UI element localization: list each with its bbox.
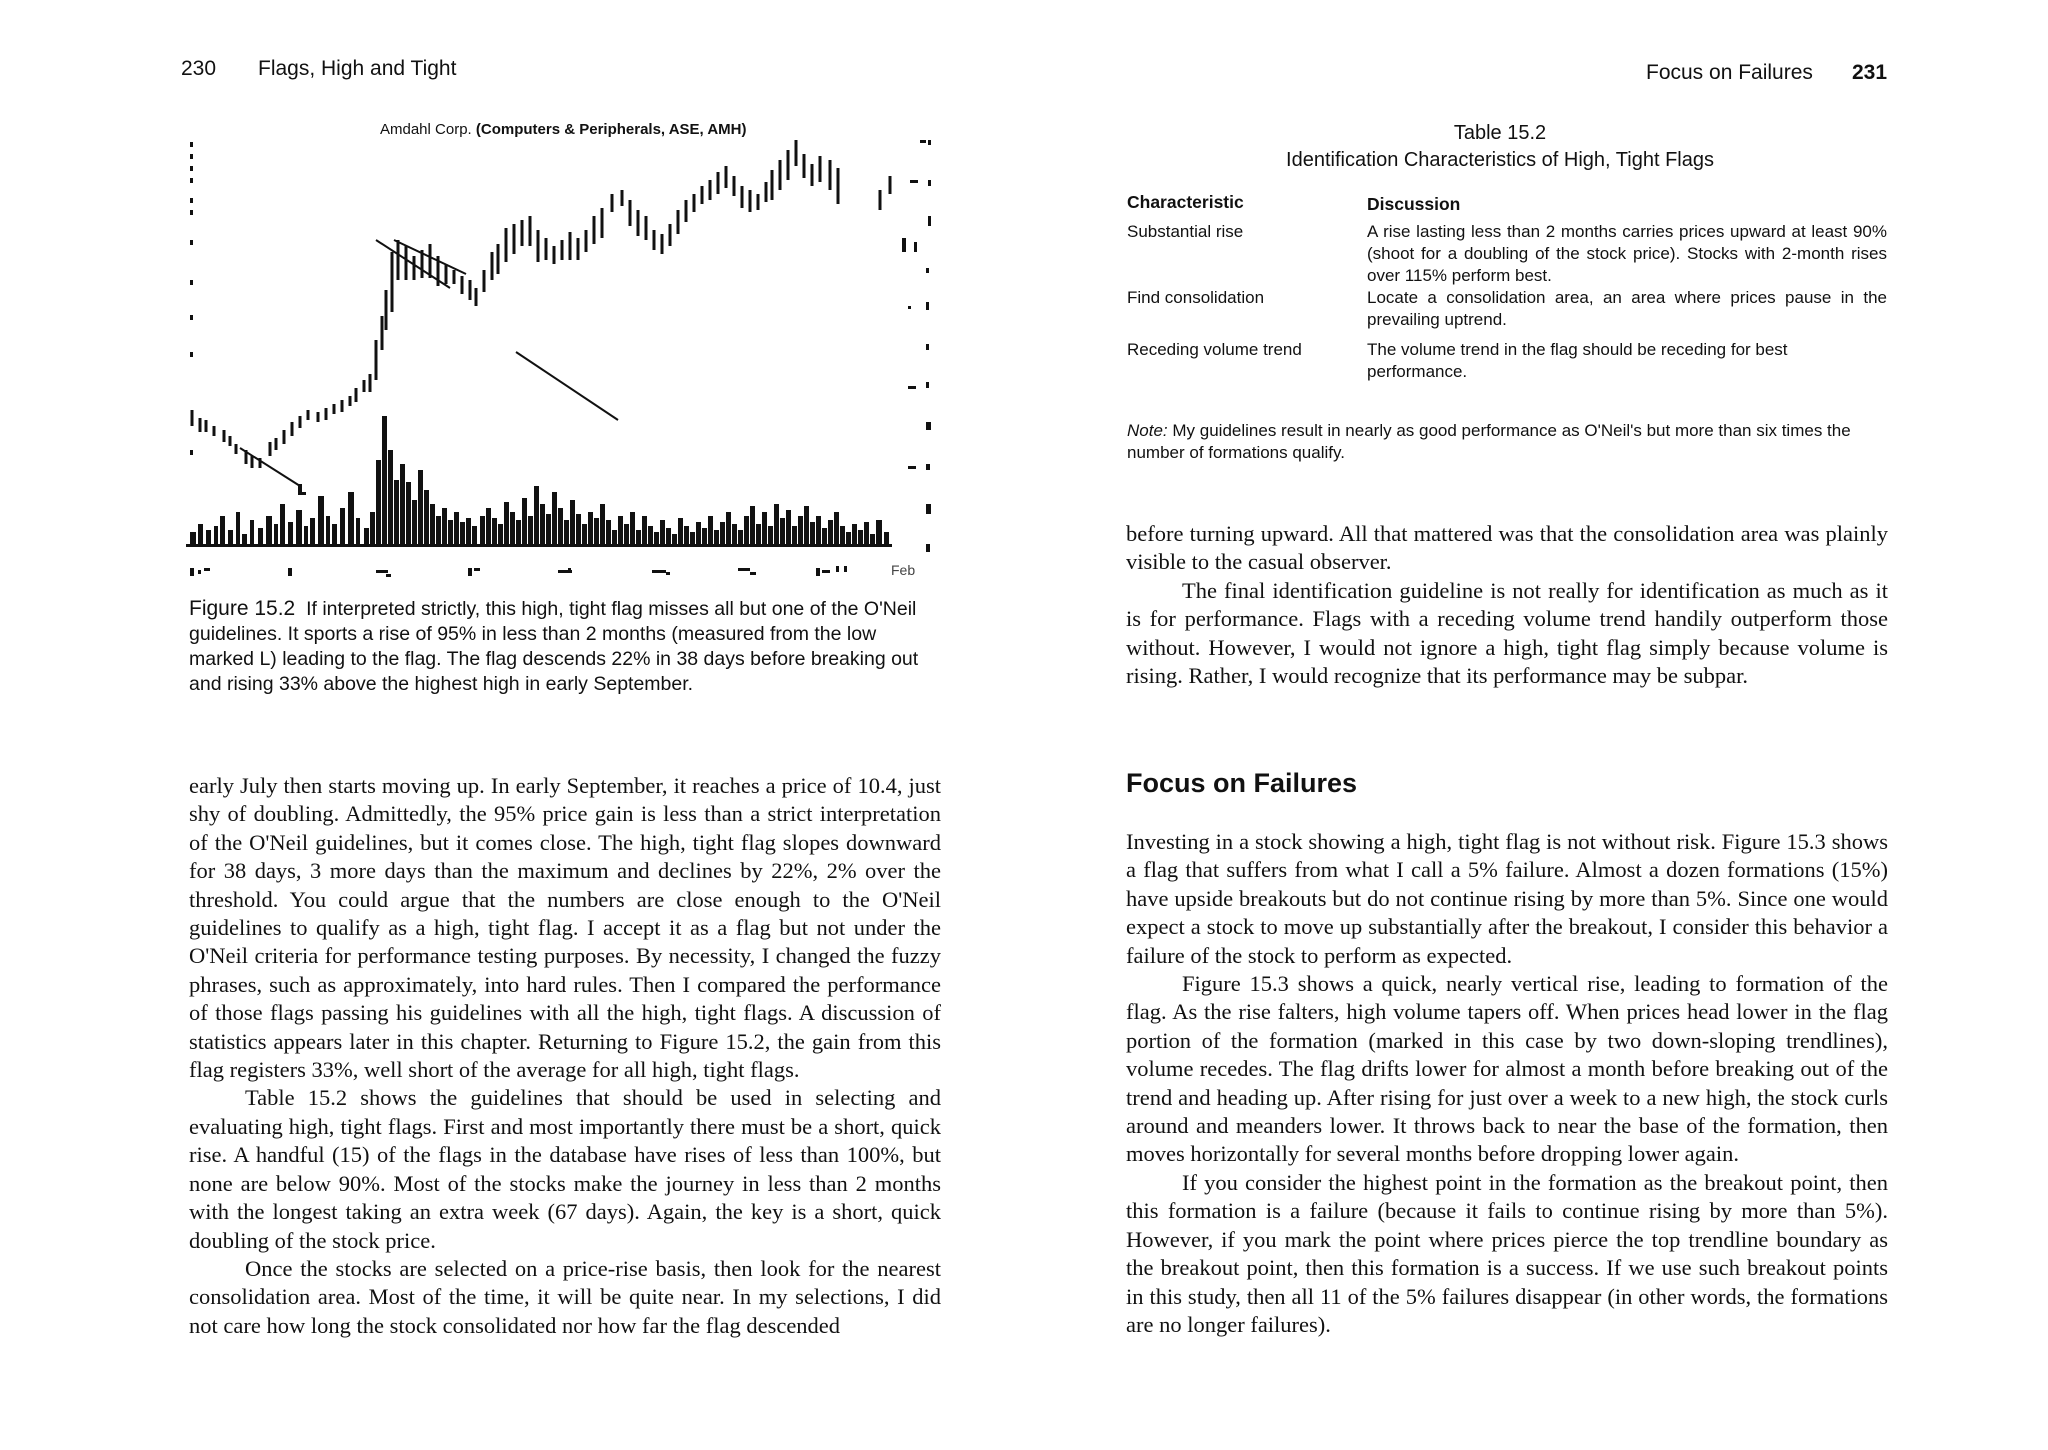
right-body-text-bottom (1126, 828, 1888, 1339)
table-note-text: My guidelines result in nearly as good performance as O'Neil's but more than six times the number of formations qualify. (1127, 421, 1851, 462)
left-paragraph: early July then starts moving up. In early September, it reaches a price of 10.4, just shy of doubling. Admittedly, the 95% price gain is less than a strict interpretation of the O'Neil guidelines, but it comes close. The high, tight flag slopes downward for 38 days, 3 more days than the maximum and declines by 22%, 2% over the threshold. You could argue that the numbers are close enough to the O'Neil guidelines to qualify as a high, tight flag. I accept it as a flag but not under the O'Neil criteria for performance testing purposes. By necessity, I changed the fuzzy phrases, such as approximately, into hard rules. Then I compared the performance of those flags passing his guidelines with all the high, tight flags. A discussion of statistics appears later in this chapter. Returning to Figure 15.2, the gain from this flag registers 33%, well short of the average for all high, tight flags. (189, 773, 941, 1083)
table-note-label: Note: (1127, 421, 1168, 440)
left-paragraph: Table 15.2 shows the guidelines that should be used in selecting and evaluating high, tight flags. First and most importantly there must be a short, quick rise. A handful (15) of the flags in the database have rises of less than 100%, but none are below 90%. Most of the stocks make the journey in less than 2 months with the longest taking an extra week (67 days). Again, the key is a short, quick doubling of the stock price. (189, 1085, 941, 1253)
table-cell-characteristic: Find consolidation (1127, 288, 1265, 307)
table-cell-discussion: The volume trend in the flag should be receding for best performance. (1367, 340, 1788, 381)
table-header-discussion: Discussion (1367, 194, 1461, 214)
table-header-row (1127, 191, 1887, 221)
right-axis-ticks (902, 140, 931, 552)
characteristics-table (1127, 191, 1887, 391)
left-page-number: 230 (181, 57, 217, 80)
right-running-head: Focus on Failures (1646, 61, 1813, 84)
left-axis-ticks (190, 142, 193, 455)
table-cell-discussion: Locate a consolidation area, an area where prices pause in the prevailing uptrend. (1367, 288, 1887, 329)
table-row (1127, 221, 1887, 287)
right-paragraph: The final identification guideline is not really for identification as much as it is for performance. Flags with a receding volume trend handily outperform those without. However, I would not ignore a high, tight flag simply because volume is rising. Rather, I would recognize that its performance may be subpar. (1126, 577, 1888, 689)
price-bars (192, 140, 890, 468)
table-row (1127, 287, 1887, 339)
right-paragraph: Investing in a stock showing a high, tight flag is not without risk. Figure 15.3 shows a flag that suffers from what I call a 5% failure. Almost a dozen formations (15%) have upside breakouts but do not continue rising by more than 5%. Since one would expect a stock to move up substantially after the breakout, I consider this behavior a failure of the stock to perform as expected. (1126, 829, 1888, 968)
table-title (1120, 120, 1880, 174)
low-marker (298, 484, 306, 495)
x-axis-month-ticks (190, 566, 847, 577)
left-running-head: Flags, High and Tight (258, 57, 457, 80)
chart-title-industry: (Computers & Peripherals, ASE, AMH) (475, 121, 747, 138)
right-page-number: 231 (1852, 61, 1888, 84)
right-paragraph: If you consider the highest point in the formation as the breakout point, then this formation is a failure (because it fails to continue rising by more than 5%). However, if you mark the point where prices pierce the top trendline boundary as the breakout point, then this formation is a success. If we use such breakout points in this study, then all 11 of the 5% failures disappear (in other words, the formations are no longer failures). (1126, 1169, 1888, 1337)
price-volume-chart (180, 120, 950, 580)
left-body-text (189, 772, 941, 1340)
table-header-characteristic: Characteristic (1127, 192, 1244, 212)
table-row (1127, 339, 1887, 391)
figure-caption (189, 596, 941, 697)
table-cell-discussion: A rise lasting less than 2 months carries prices upward at least 90% (shoot for a doubling of the stock price). Stocks with 2-month rises over 115% perform best. (1367, 222, 1887, 285)
table-cell-characteristic: Substantial rise (1127, 222, 1244, 241)
table-note (1127, 420, 1887, 464)
chart-title-company: Amdahl Corp. (380, 121, 472, 138)
right-paragraph: Figure 15.3 shows a quick, nearly vertical rise, leading to formation of the flag. As the rise falters, high volume tapers off. When prices head lower in the flag portion of the formation (marked in this case by two down-sloping trendlines), volume recedes. The flag drifts lower for almost a month before breaking out of the trend and heading up. After rising for just over a week to a new high, the stock curls around and meanders lower. It throws back to near the base of the formation, then moves horizontally for several months before dropping lower again. (1126, 971, 1888, 1167)
table-caption: Identification Characteristics of High, Tight Flags (1286, 149, 1714, 171)
figure-caption-text: If interpreted strictly, this high, tight flag misses all but one of the O'Neil guidelines. It sports a rise of 95% in less than 2 months (measured from the low marked L) leading to the flag. The flag descends 22% in 38 days before breaking out and rising 33% above the highest high in early September. (189, 598, 919, 695)
right-body-text-top (1126, 520, 1888, 690)
table-cell-characteristic: Receding volume trend (1127, 340, 1302, 359)
left-paragraph: Once the stocks are selected on a price-rise basis, then look for the nearest consolidation area. Most of the time, it will be quite near. In my selections, I did not care how long the stock consolidated nor how far the flag descended (189, 1255, 941, 1338)
figure-label: Figure 15.2 (189, 597, 296, 620)
section-heading: Focus on Failures (1126, 768, 1358, 798)
table-number: Table 15.2 (1453, 122, 1547, 144)
right-paragraph: before turning upward. All that mattered was that the consolidation area was plainly visible to the casual observer. (1126, 521, 1888, 575)
x-axis-label-feb: Feb (891, 562, 916, 578)
